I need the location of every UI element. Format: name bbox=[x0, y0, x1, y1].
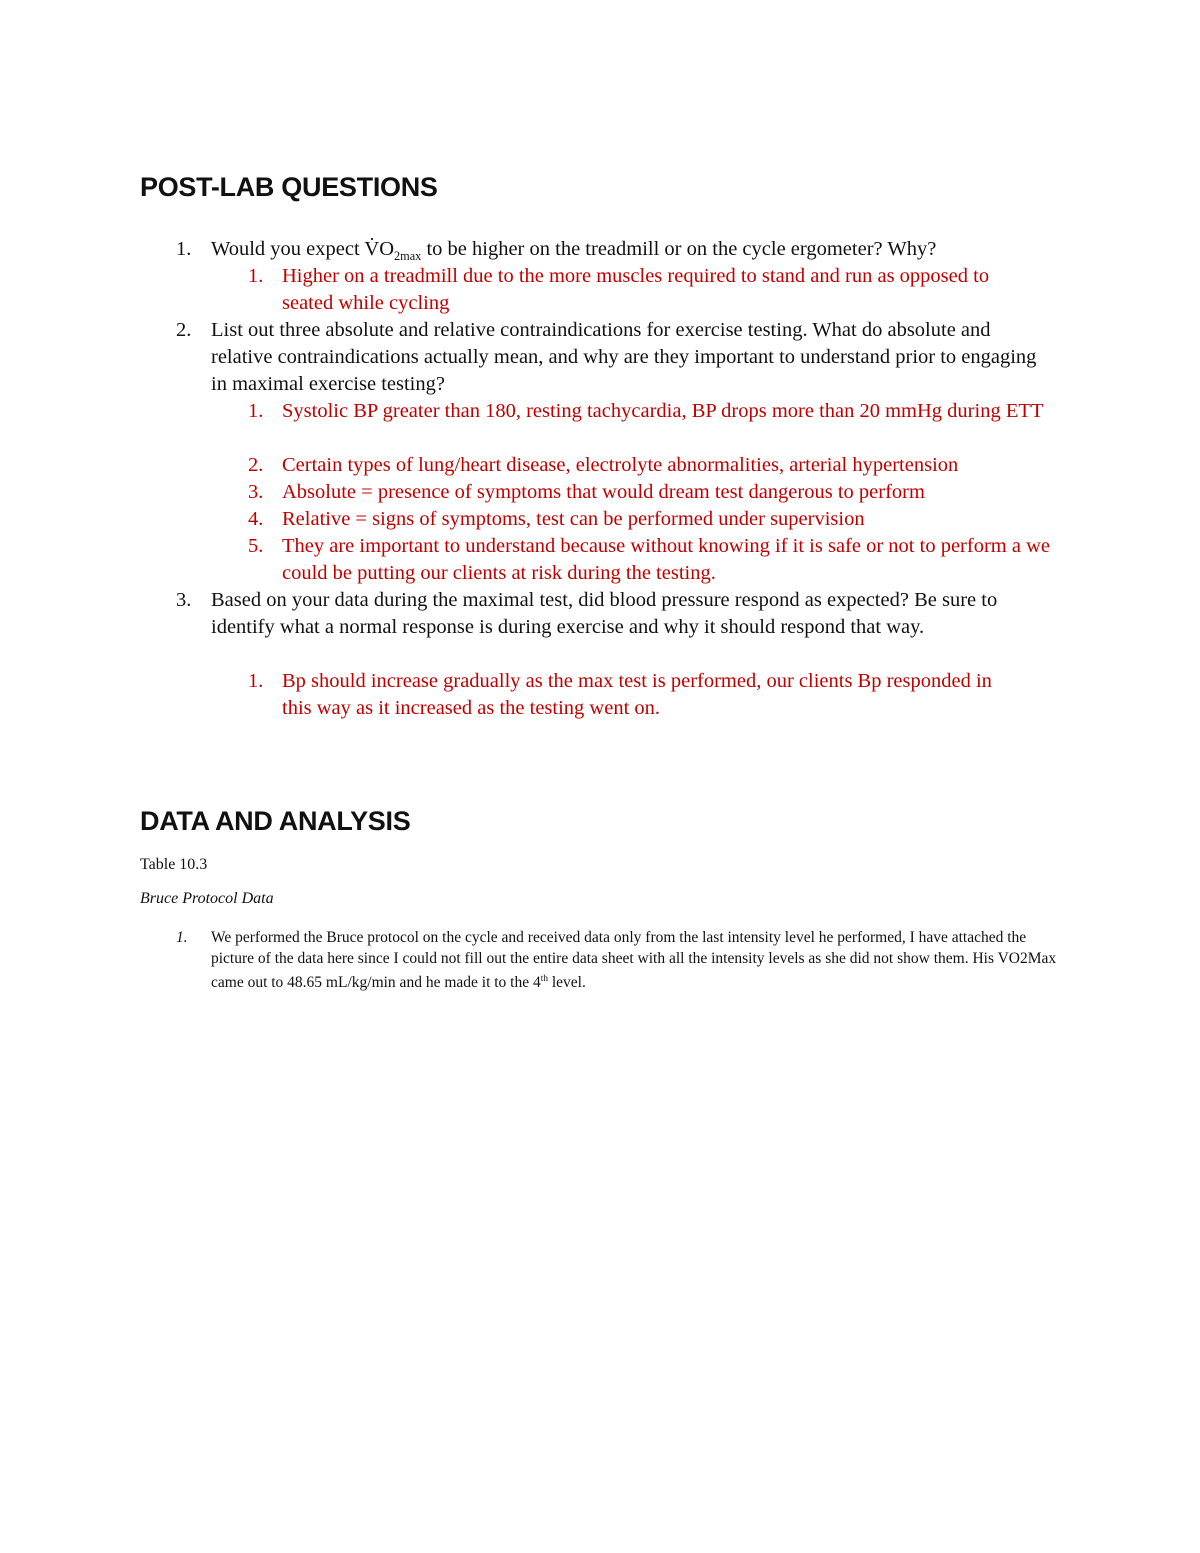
answer-1-1-number: 1. bbox=[248, 265, 264, 287]
answer-2-4-text: Relative = signs of symptoms, test can be performed under supervision bbox=[282, 508, 865, 530]
answer-2-3-number: 3. bbox=[248, 481, 264, 503]
answer-2-2-number: 2. bbox=[248, 454, 264, 476]
answer-2-3-text: Absolute = presence of symptoms that would dream test dangerous to perform bbox=[282, 481, 925, 503]
answer-2-5-number: 5. bbox=[248, 535, 264, 557]
answer-2-1-text: Systolic BP greater than 180, resting tachycardia, BP drops more than 20 mmHg during ETT bbox=[282, 400, 1044, 422]
data-analysis-heading: DATA AND ANALYSIS bbox=[140, 806, 411, 836]
post-lab-heading: POST-LAB QUESTIONS bbox=[140, 172, 438, 202]
question-3-text: Based on your data during the maximal test, did blood pressure respond as expected? Be sure to identify what a normal response is during exercise and why it should respond that way. bbox=[211, 589, 998, 638]
question-1-number: 1. bbox=[176, 238, 192, 260]
answer-3-1-number: 1. bbox=[248, 670, 264, 692]
question-2-text: List out three absolute and relative contraindications for exercise testing. What do absolute and relative contraindications actually mean, and why are they important to understand prior to engaging in maximal exercise testing? bbox=[211, 319, 1037, 395]
question-2-number: 2. bbox=[176, 319, 192, 341]
answer-2-5-text: They are important to understand because without knowing if it is safe or not to perform a we could be putting our clients at risk during the testing. bbox=[282, 535, 1050, 584]
data-item-1-text: We performed the Bruce protocol on the cycle and received data only from the last intensity level he performed, I have attached the picture of the data here since I could not fill out the entire data sheet with all the intensity levels as she did not show them. His VO2Max came out to 48.65 mL/kg/min and he made it to the 4th level. bbox=[211, 929, 1057, 992]
data-item-1-number: 1. bbox=[176, 929, 188, 946]
answer-2-1-number: 1. bbox=[248, 400, 264, 422]
question-3-number: 3. bbox=[176, 589, 192, 611]
answer-2-2-text: Certain types of lung/heart disease, electrolyte abnormalities, arterial hypertension bbox=[282, 454, 959, 476]
answer-3-1-text: Bp should increase gradually as the max test is performed, our clients Bp responded in this way as it increased as the testing went on. bbox=[282, 670, 992, 719]
table-caption: Bruce Protocol Data bbox=[140, 890, 274, 907]
answer-2-4-number: 4. bbox=[248, 508, 264, 530]
table-label: Table 10.3 bbox=[140, 856, 208, 873]
question-1-text: Would you expect $V̇O_{2max}$ to be higher on the treadmill or on the cycle ergometer? Why? bbox=[211, 238, 937, 264]
answer-1-1-text: Higher on a treadmill due to the more muscles required to stand and run as opposed to seated while cycling bbox=[282, 265, 990, 314]
